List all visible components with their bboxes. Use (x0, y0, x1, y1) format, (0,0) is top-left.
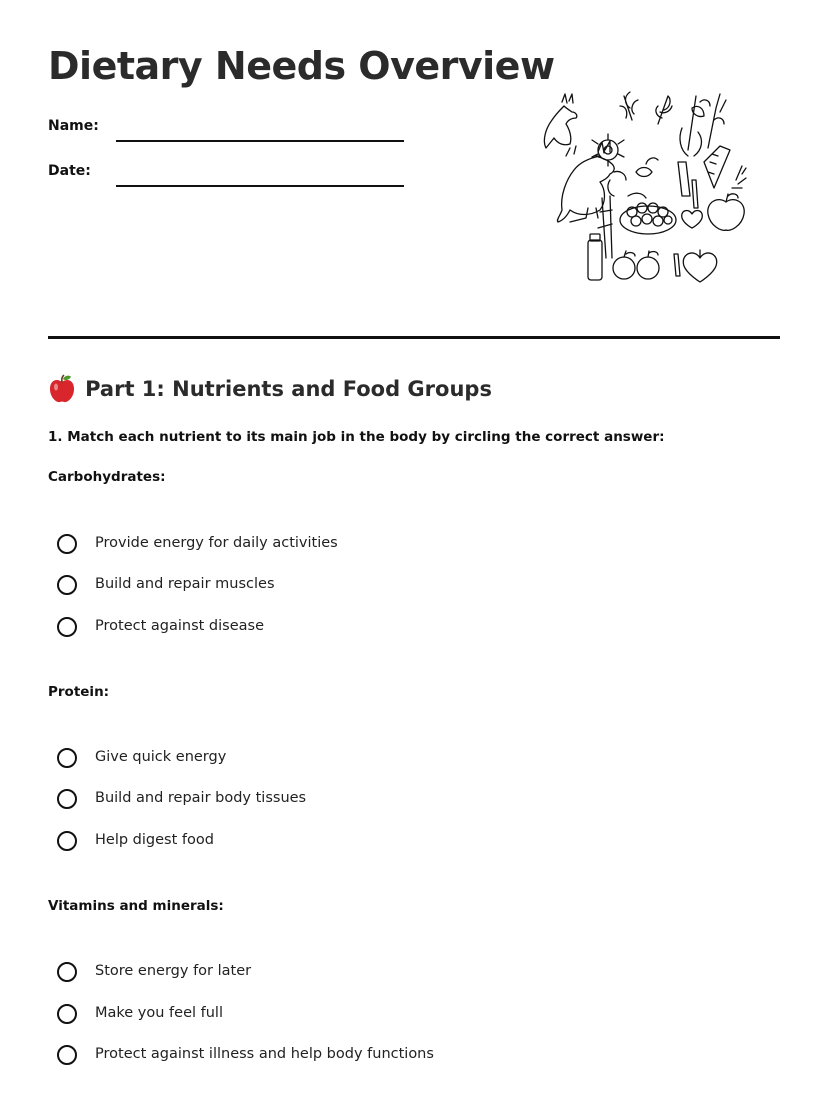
answer-circle[interactable] (57, 748, 77, 768)
vitamins-minerals-label: Vitamins and minerals: (48, 898, 224, 914)
section-divider (48, 336, 780, 339)
date-blank-line[interactable] (116, 185, 404, 187)
protein-label: Protein: (48, 684, 110, 700)
carbohydrates-label: Carbohydrates: (48, 469, 166, 485)
question-1-text: 1. Match each nutrient to its main job in the body by circling the correct answer: (48, 429, 665, 445)
answer-option-text: Give quick energy (95, 749, 227, 765)
answer-option-text: Make you feel full (95, 1005, 223, 1021)
answer-circle[interactable] (57, 1045, 77, 1065)
answer-circle[interactable] (57, 534, 77, 554)
answer-circle[interactable] (57, 617, 77, 637)
answer-option-text: Help digest food (95, 832, 214, 848)
answer-option-text: Provide energy for daily activities (95, 535, 338, 551)
answer-circle[interactable] (57, 962, 77, 982)
part1-heading-text: Part 1: Nutrients and Food Groups (85, 377, 492, 401)
name-field[interactable] (48, 118, 408, 148)
answer-circle[interactable] (57, 831, 77, 851)
answer-option-text: Store energy for later (95, 963, 252, 979)
answer-option-text: Protect against disease (95, 618, 264, 634)
answer-option-text: Build and repair muscles (95, 576, 275, 592)
date-field[interactable] (48, 163, 408, 193)
page-title: Dietary Needs Overview (48, 44, 555, 88)
answer-circle[interactable] (57, 575, 77, 595)
part1-heading (48, 374, 492, 406)
date-label: Date: (48, 163, 91, 179)
healthy-food-illustration-icon (532, 88, 758, 292)
name-label: Name: (48, 118, 99, 134)
answer-circle[interactable] (57, 1004, 77, 1024)
answer-circle[interactable] (57, 789, 77, 809)
answer-option-text: Build and repair body tissues (95, 790, 307, 806)
red-apple-icon (48, 374, 76, 404)
name-blank-line[interactable] (116, 140, 404, 142)
answer-option-text: Protect against illness and help body functions (95, 1046, 434, 1062)
